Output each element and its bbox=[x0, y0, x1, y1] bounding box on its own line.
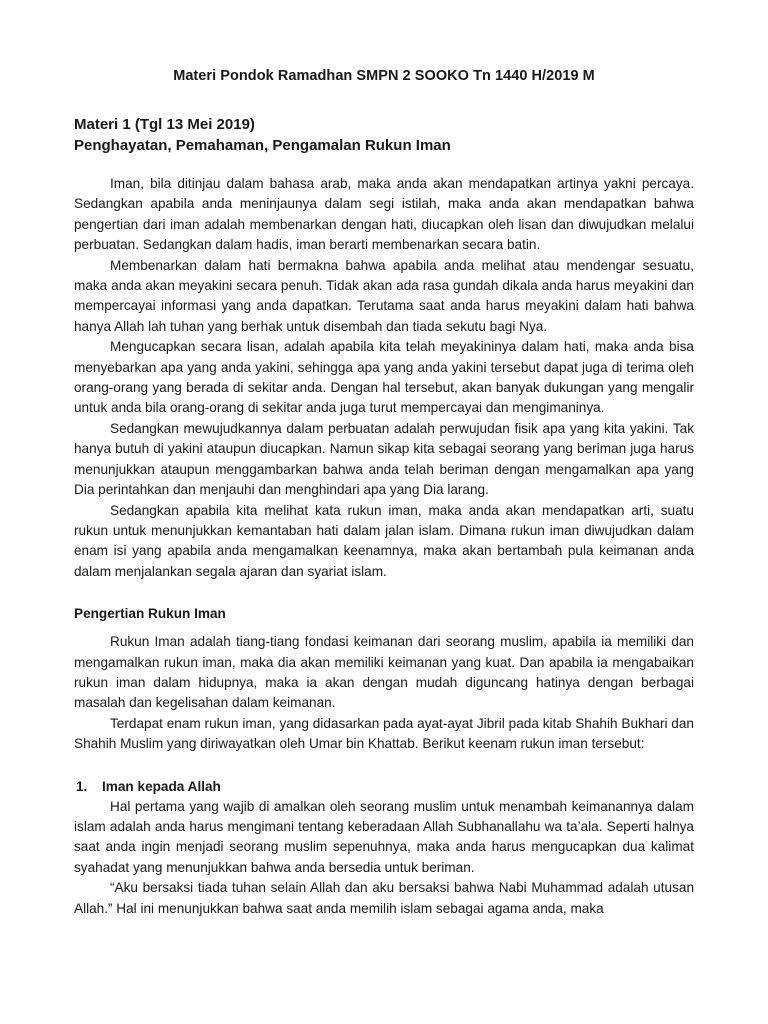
paragraph: Membenarkan dalam hati bermakna bahwa apabila anda melihat atau mendengar sesuatu, maka anda akan meyakini secara penuh. Tidak akan ada rasa gundah dikala anda harus meyakini dan mempercayai informasi yang anda dapatkan. Terutama saat anda harus meyakini dalam hati bahwa hanya Allah lah tuhan yang berhak untuk disembah dan tiada sekutu bagi Nya. bbox=[74, 257, 694, 334]
paragraph: Sedangkan apabila kita melihat kata rukun iman, maka anda akan mendapatkan arti, suatu rukun untuk menunjukkan kemantaban hati dalam jalan islam. Dimana rukun iman diwujudkan dalam enam isi yang apabila anda mengamalkan keenamnya, maka akan bertambah pula keimanan anda dalam menjalankan segala ajaran dan syariat islam. bbox=[74, 502, 694, 579]
document-title: Materi Pondok Ramadhan SMPN 2 SOOKO Tn 1440 H/2019 M bbox=[173, 68, 595, 84]
materi-heading: Materi 1 (Tgl 13 Mei 2019) bbox=[74, 116, 255, 133]
list-item-number: 1. bbox=[76, 778, 88, 794]
list-item-title: Iman kepada Allah bbox=[102, 778, 221, 794]
intro-section bbox=[74, 174, 694, 582]
paragraph: “Aku bersaksi tiada tuhan selain Allah dan aku bersaksi bahwa Nabi Muhammad adalah utusan Allah.” Hal ini menunjukkan bahwa saat anda memilih islam sebagai agama anda, maka bbox=[74, 880, 694, 916]
paragraph: Iman, bila ditinjau dalam bahasa arab, maka anda akan mendapatkan artinya yakni percaya. Sedangkan apabila anda meninjaunya dalam segi istilah, maka anda akan mendapatkan bahwa pengertian dari iman adalah membenarkan dengan hati, diucapkan oleh lisan dan diwujudkan melalui perbuatan. Sedangkan dalam hadis, iman berarti membenarkan secara batin. bbox=[74, 176, 694, 253]
pengertian-section bbox=[74, 632, 694, 754]
list-item-heading bbox=[74, 777, 694, 797]
paragraph: Rukun Iman adalah tiang-tiang fondasi keimanan dari seorang muslim, apabila ia memiliki dan mengamalkan rukun iman, maka dia akan memiliki keimanan yang kuat. Dan apabila ia mengabaikan rukun iman dalam hidupnya, maka ia akan dengan mudah diguncang hatinya dengan berbagai masalah dan kegelisahan dalam keimanan. bbox=[74, 634, 694, 711]
materi-subheading: Penghayatan, Pemahaman, Pengamalan Rukun Iman bbox=[74, 137, 451, 154]
paragraph: Mengucapkan secara lisan, adalah apabila kita telah meyakininya dalam hati, maka anda bisa menyebarkan apa yang anda yakini, sehingga apa yang anda yakini tersebut dapat juga di terima oleh orang-orang yang berada di sekitar anda. Dengan hal tersebut, akan banyak dukungan yang mengalir untuk anda bila orang-orang di sekitar anda juga turut mempercayai dan mengimaninya. bbox=[74, 339, 694, 416]
list-item-body bbox=[74, 797, 694, 919]
section-heading: Pengertian Rukun Iman bbox=[74, 606, 226, 622]
paragraph: Sedangkan mewujudkannya dalam perbuatan adalah perwujudan fisik apa yang kita yakini. Tak hanya butuh di yakini ataupun diucapkan. Namun sikap kita sebagai seorang yang beriman juga harus menunjukkan ataupun menggambarkan bahwa anda telah beriman dengan mengamalkan apa yang Dia perintahkan dan menjauhi dan menghindari apa yang Dia larang. bbox=[74, 420, 694, 498]
paragraph: Terdapat enam rukun iman, yang didasarkan pada ayat-ayat Jibril pada kitab Shahih Bukhari dan Shahih Muslim yang diriwayatkan oleh Umar bin Khattab. Berikut keenam rukun iman tersebut: bbox=[74, 715, 694, 752]
paragraph: Hal pertama yang wajib di amalkan oleh seorang muslim untuk menambah keimanannya dalam islam adalah anda harus mengimani tentang keberadaan Allah Subhanallahu wa ta’ala. Seperti halnya saat anda ingin menjadi seorang muslim sepenuhnya, maka anda harus mengucapkan dua kalimat syahadat yang menunjukkan bahwa anda bersedia untuk beriman. bbox=[74, 798, 694, 875]
